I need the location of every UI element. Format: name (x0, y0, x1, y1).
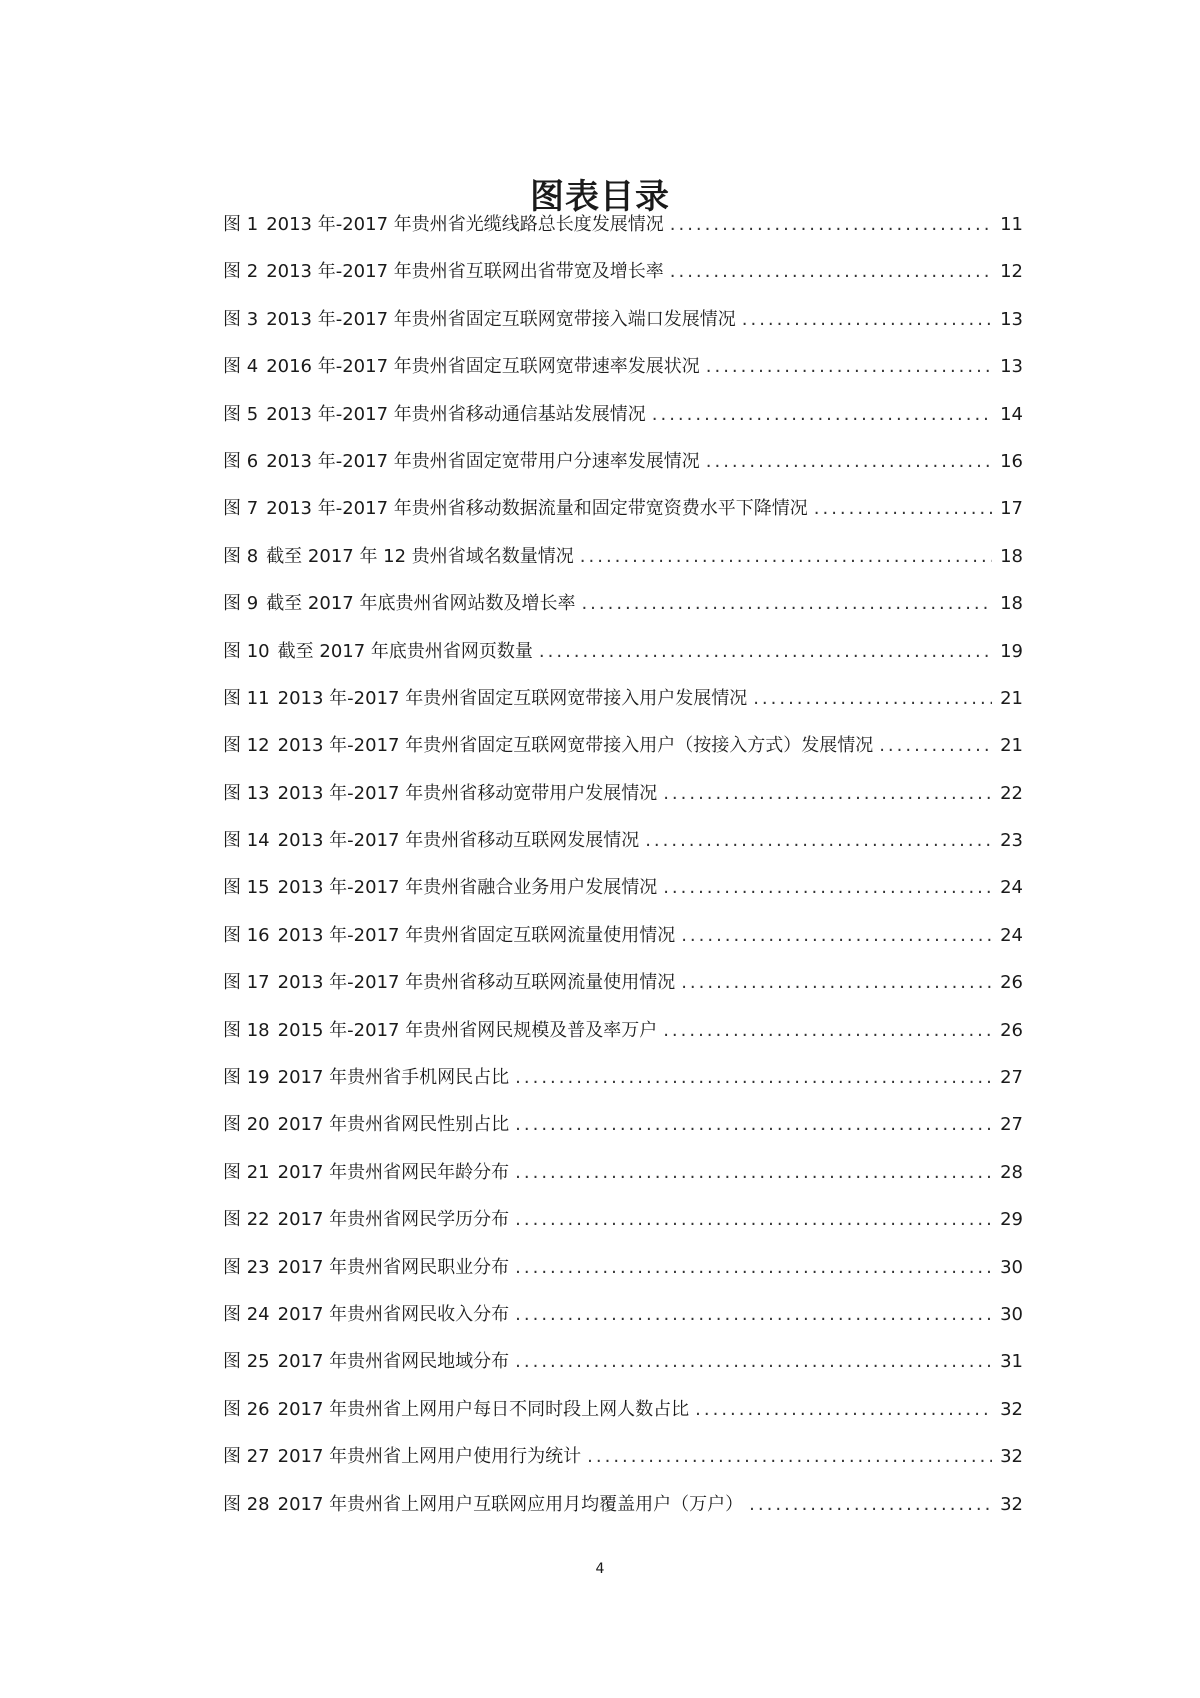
toc-entry-page-number: 32 (1000, 1446, 1023, 1468)
toc-entry-page-number: 29 (1000, 1209, 1023, 1231)
toc-leader-dots (515, 1113, 992, 1137)
toc-entry-figure-number: 图 6 (223, 450, 259, 472)
toc-entry[interactable] (223, 1256, 1023, 1303)
toc-entry[interactable] (223, 403, 1023, 450)
toc-leader-dots (663, 876, 992, 900)
toc-entry-page-number: 30 (1000, 1303, 1023, 1325)
toc-entry-page-number: 22 (1000, 782, 1023, 804)
toc-entry-page-number: 21 (1000, 735, 1023, 757)
toc-entry-figure-number: 图 17 (223, 972, 270, 994)
toc-entry-figure-number: 图 10 (223, 640, 270, 662)
toc-entry-page-number: 27 (1000, 1114, 1023, 1136)
toc-entry-page-number: 13 (1000, 308, 1023, 330)
figure-toc-list (223, 213, 1023, 1540)
toc-entry-figure-number: 图 8 (223, 545, 259, 567)
toc-entry[interactable] (223, 876, 1023, 923)
toc-entry-figure-number: 图 3 (223, 308, 259, 330)
toc-entry[interactable] (223, 687, 1023, 734)
toc-entry-figure-number: 图 27 (223, 1446, 270, 1468)
toc-entry-page-number: 21 (1000, 687, 1023, 709)
toc-entry-title: 2017 年贵州省上网用户使用行为统计 (277, 1446, 582, 1468)
toc-entry-figure-number: 图 13 (223, 782, 270, 804)
toc-entry[interactable] (223, 1303, 1023, 1350)
toc-entry-title: 2017 年贵州省网民性别占比 (277, 1114, 510, 1136)
toc-entry-page-number: 19 (1000, 640, 1023, 662)
toc-leader-dots (515, 1256, 992, 1280)
toc-entry-figure-number: 图 25 (223, 1351, 270, 1373)
toc-entry-title: 2013 年-2017 年贵州省融合业务用户发展情况 (277, 877, 658, 899)
toc-entry-figure-number: 图 23 (223, 1256, 270, 1278)
toc-entry-figure-number: 图 4 (223, 356, 259, 378)
toc-entry[interactable] (223, 971, 1023, 1018)
toc-entry[interactable] (223, 545, 1023, 592)
toc-entry-page-number: 24 (1000, 924, 1023, 946)
toc-entry-title: 2017 年贵州省网民年龄分布 (277, 1161, 510, 1183)
toc-entry[interactable] (223, 734, 1023, 781)
toc-entry-figure-number: 图 16 (223, 924, 270, 946)
toc-entry[interactable] (223, 355, 1023, 402)
toc-entry-figure-number: 图 11 (223, 687, 270, 709)
page-number: 4 (595, 1561, 605, 1577)
toc-entry-title: 截至 2017 年 12 贵州省域名数量情况 (266, 545, 574, 567)
toc-entry[interactable] (223, 1398, 1023, 1445)
toc-entry[interactable] (223, 1350, 1023, 1397)
toc-leader-dots (539, 640, 992, 664)
toc-entry-title: 2013 年-2017 年贵州省移动数据流量和固定带宽资费水平下降情况 (266, 498, 808, 520)
toc-entry[interactable] (223, 1161, 1023, 1208)
toc-entry-title: 2013 年-2017 年贵州省固定互联网宽带接入用户发展情况 (277, 687, 748, 709)
toc-leader-dots (753, 687, 992, 711)
toc-entry-title: 截至 2017 年底贵州省网页数量 (277, 640, 533, 662)
toc-entry[interactable] (223, 1113, 1023, 1160)
toc-entry[interactable] (223, 497, 1023, 544)
toc-leader-dots (515, 1208, 992, 1232)
toc-entry-title: 2017 年贵州省上网用户每日不同时段上网人数占比 (277, 1398, 690, 1420)
toc-entry-figure-number: 图 24 (223, 1303, 270, 1325)
toc-entry-page-number: 31 (1000, 1351, 1023, 1373)
toc-entry[interactable] (223, 1066, 1023, 1113)
toc-entry-title: 2013 年-2017 年贵州省移动互联网发展情况 (277, 830, 640, 852)
toc-entry-page-number: 32 (1000, 1493, 1023, 1515)
toc-leader-dots (515, 1303, 992, 1327)
toc-leader-dots (749, 1493, 992, 1517)
toc-entry-title: 2013 年-2017 年贵州省固定互联网流量使用情况 (277, 924, 676, 946)
toc-entry-page-number: 23 (1000, 830, 1023, 852)
toc-entry-page-number: 24 (1000, 877, 1023, 899)
toc-leader-dots (681, 971, 992, 995)
toc-leader-dots (814, 497, 992, 521)
toc-leader-dots (581, 592, 992, 616)
toc-entry[interactable] (223, 782, 1023, 829)
toc-entry-page-number: 13 (1000, 356, 1023, 378)
toc-entry-title: 2013 年-2017 年贵州省固定互联网宽带接入端口发展情况 (266, 308, 736, 330)
toc-leader-dots (580, 545, 992, 569)
toc-entry-page-number: 26 (1000, 1019, 1023, 1041)
toc-entry-title: 2017 年贵州省网民学历分布 (277, 1209, 510, 1231)
page-title: 图表目录 (530, 176, 670, 217)
toc-entry-title: 2013 年-2017 年贵州省固定互联网宽带接入用户（按接入方式）发展情况 (277, 735, 874, 757)
toc-leader-dots (706, 450, 992, 474)
toc-entry-title: 2013 年-2017 年贵州省互联网出省带宽及增长率 (266, 261, 664, 283)
toc-entry-figure-number: 图 26 (223, 1398, 270, 1420)
toc-entry-page-number: 32 (1000, 1398, 1023, 1420)
toc-entry-page-number: 18 (1000, 545, 1023, 567)
toc-leader-dots (670, 213, 992, 237)
toc-entry[interactable] (223, 1493, 1023, 1540)
toc-entry[interactable] (223, 1208, 1023, 1255)
toc-entry-figure-number: 图 14 (223, 830, 270, 852)
toc-entry-title: 2017 年贵州省网民收入分布 (277, 1303, 510, 1325)
toc-entry-figure-number: 图 28 (223, 1493, 270, 1515)
toc-entry-title: 2017 年贵州省网民职业分布 (277, 1256, 510, 1278)
toc-entry-figure-number: 图 20 (223, 1114, 270, 1136)
toc-leader-dots (670, 260, 992, 284)
toc-entry[interactable] (223, 213, 1023, 260)
toc-entry-title: 2013 年-2017 年贵州省移动宽带用户发展情况 (277, 782, 658, 804)
toc-entry[interactable] (223, 450, 1023, 497)
toc-entry-page-number: 12 (1000, 261, 1023, 283)
toc-entry-title: 2017 年贵州省上网用户互联网应用月均覆盖用户（万户） (277, 1493, 744, 1515)
toc-entry-figure-number: 图 22 (223, 1209, 270, 1231)
toc-leader-dots (663, 782, 992, 806)
toc-entry[interactable] (223, 829, 1023, 876)
toc-entry[interactable] (223, 1019, 1023, 1066)
toc-leader-dots (515, 1161, 992, 1185)
toc-entry-figure-number: 图 2 (223, 261, 259, 283)
toc-entry-page-number: 14 (1000, 403, 1023, 425)
toc-leader-dots (652, 403, 992, 427)
toc-entry-figure-number: 图 1 (223, 214, 259, 235)
toc-entry-page-number: 27 (1000, 1067, 1023, 1089)
toc-entry-page-number: 11 (1000, 214, 1023, 235)
toc-leader-dots (706, 355, 992, 379)
toc-entry[interactable] (223, 1445, 1023, 1492)
toc-entry-page-number: 17 (1000, 498, 1023, 520)
toc-entry-page-number: 30 (1000, 1256, 1023, 1278)
toc-entry-page-number: 28 (1000, 1161, 1023, 1183)
toc-entry[interactable] (223, 924, 1023, 971)
toc-entry-title: 2013 年-2017 年贵州省移动通信基站发展情况 (266, 403, 646, 425)
toc-entry-figure-number: 图 21 (223, 1161, 270, 1183)
toc-entry-figure-number: 图 15 (223, 877, 270, 899)
toc-leader-dots (695, 1398, 992, 1422)
toc-leader-dots (681, 924, 992, 948)
toc-entry-page-number: 16 (1000, 450, 1023, 472)
toc-leader-dots (879, 734, 992, 758)
toc-entry-title: 2016 年-2017 年贵州省固定互联网宽带速率发展状况 (266, 356, 700, 378)
toc-entry-figure-number: 图 5 (223, 403, 259, 425)
toc-leader-dots (587, 1445, 992, 1469)
toc-entry-title: 2017 年贵州省网民地域分布 (277, 1351, 510, 1373)
toc-entry-title: 截至 2017 年底贵州省网站数及增长率 (266, 593, 576, 615)
toc-leader-dots (515, 1066, 992, 1090)
toc-entry-title: 2017 年贵州省手机网民占比 (277, 1067, 510, 1089)
toc-entry-title: 2013 年-2017 年贵州省固定宽带用户分速率发展情况 (266, 450, 700, 472)
toc-entry-page-number: 18 (1000, 593, 1023, 615)
toc-entry-figure-number: 图 12 (223, 735, 270, 757)
toc-entry[interactable] (223, 260, 1023, 307)
toc-entry-figure-number: 图 19 (223, 1067, 270, 1089)
toc-leader-dots (742, 308, 992, 332)
toc-entry[interactable] (223, 308, 1023, 355)
toc-entry-figure-number: 图 18 (223, 1019, 270, 1041)
toc-entry-title: 2015 年-2017 年贵州省网民规模及普及率万户 (277, 1019, 658, 1041)
toc-leader-dots (663, 1019, 992, 1043)
toc-leader-dots (645, 829, 992, 853)
toc-entry-figure-number: 图 7 (223, 498, 259, 520)
toc-entry[interactable] (223, 592, 1023, 639)
toc-entry-page-number: 26 (1000, 972, 1023, 994)
toc-entry-title: 2013 年-2017 年贵州省光缆线路总长度发展情况 (266, 214, 664, 235)
toc-entry-title: 2013 年-2017 年贵州省移动互联网流量使用情况 (277, 972, 676, 994)
toc-entry[interactable] (223, 640, 1023, 687)
toc-entry-figure-number: 图 9 (223, 593, 259, 615)
toc-leader-dots (515, 1350, 992, 1374)
